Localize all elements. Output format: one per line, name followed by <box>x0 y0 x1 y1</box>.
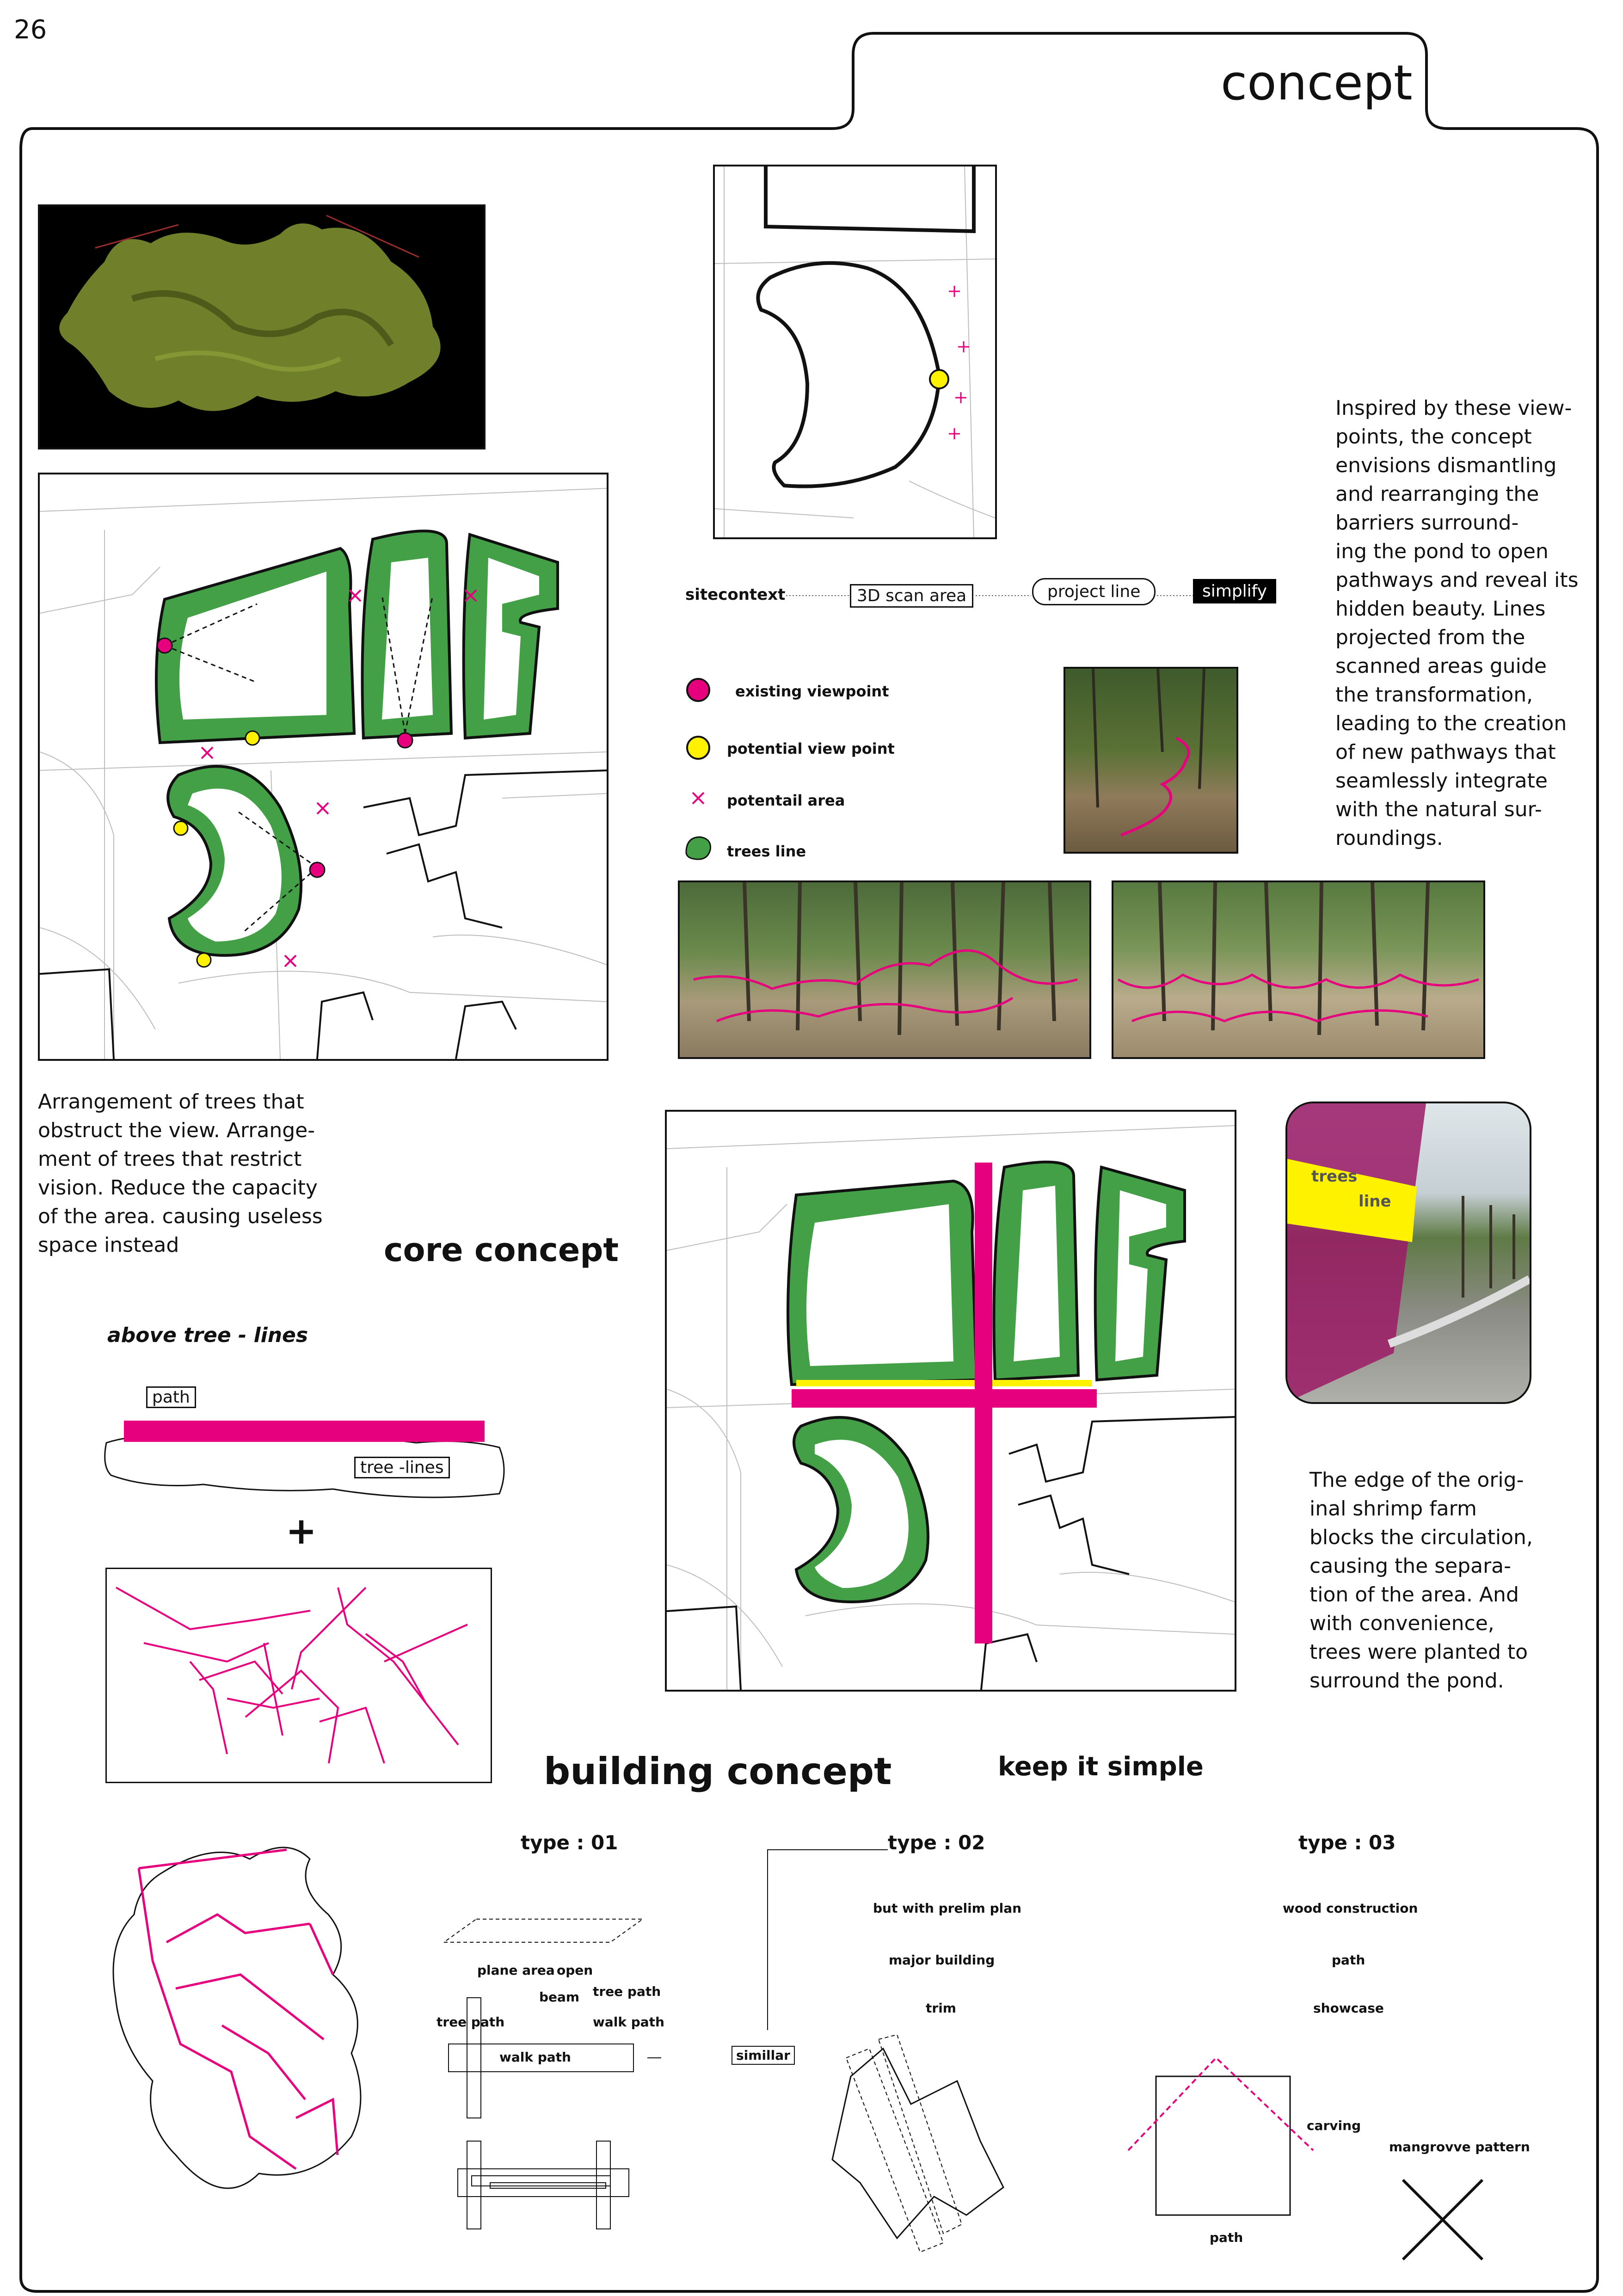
cross-icon <box>693 793 704 804</box>
scan-render-image <box>38 204 486 449</box>
panorama-photo-2 <box>1112 880 1485 1059</box>
type01-title: type : 01 <box>521 1831 618 1854</box>
type01-label-open: open <box>557 1963 593 1978</box>
type03-carving-label: carving <box>1307 2118 1361 2133</box>
shrimp-farm-note: The edge of the orig- inal shrimp farm blocks the circulation, causing the separa- tion of the area. And with convenience, trees were planted to surround the pond. <box>1309 1468 1533 1693</box>
mangrove-x-icon <box>1396 2173 1489 2266</box>
type02-diagram <box>805 2021 1017 2261</box>
type03-title: type : 03 <box>1298 1831 1396 1854</box>
tree-blob-icon <box>686 837 711 859</box>
panorama-photo-1 <box>678 880 1091 1059</box>
type03-carving-diagram <box>1119 2044 1332 2229</box>
page-number: 26 <box>14 15 47 45</box>
type02-note-major-building: major building <box>889 1952 995 1968</box>
legend-trees-line: trees line <box>727 843 806 860</box>
similar-connector <box>758 1845 897 2049</box>
similar-label: simillar <box>732 2046 795 2065</box>
above-tree-lines-diagram <box>92 1397 523 1508</box>
type01-diagram <box>430 1905 661 2238</box>
legend-existing-viewpoint: existing viewpoint <box>735 683 889 700</box>
tree-lines-label: tree -lines <box>354 1457 450 1478</box>
flow-step-3d-scan: 3D scan area <box>850 584 973 608</box>
obstruction-note: Arrangement of trees that obstruct the view. Arrange- ment of trees that restrict vision. Reduce the capacity of the area. causing useless space instead <box>38 1090 323 1257</box>
path-label: path <box>146 1386 196 1408</box>
building-concept-heading: building concept <box>544 1750 892 1793</box>
type01-label-walk-path: walk path <box>499 2050 571 2065</box>
flow-step-simplify: simplify <box>1193 579 1276 603</box>
legend-potential-area: potentail area <box>727 792 845 809</box>
site-outline-lines-diagram <box>92 1822 416 2247</box>
type01-label-tree-path-left: tree path <box>436 2014 505 2030</box>
intro-paragraph: Inspired by these view- points, the concept envisions dismantling and rearranging the barriers surround- ing the pond to open pathways and reveal its hidden beauty. Lines projected from the scanned areas guide the transformation, leading to the creation of new pathways that seamlessly integrate with the natural sur- roundings. <box>1335 396 1579 850</box>
core-concept-heading: core concept <box>384 1231 619 1269</box>
flow-step-sitecontext: sitecontext <box>685 585 786 604</box>
legend-potential-viewpoint: potential view point <box>727 740 895 757</box>
type03-path-label: path <box>1210 2230 1243 2245</box>
flow-step-project-line: project line <box>1032 578 1156 605</box>
plus-sign: + <box>286 1509 317 1552</box>
legend-symbols <box>680 675 726 869</box>
magenta-dot-icon <box>687 679 709 701</box>
page-title: concept <box>1221 55 1413 111</box>
scattered-lines-diagram <box>105 1568 492 1783</box>
photo-label-trees: trees <box>1311 1167 1358 1186</box>
type03-note-wood: wood construction <box>1283 1901 1418 1916</box>
keep-it-simple-heading: keep it simple <box>998 1752 1204 1782</box>
type02-note-prelim-plan: but with prelim plan <box>873 1901 1022 1916</box>
trees-line-photo <box>1285 1102 1531 1404</box>
site-photo-path <box>1064 667 1238 854</box>
type01-label-tree-path-right: tree path <box>593 1984 661 1999</box>
pond-plan-diagram <box>713 165 997 539</box>
site-map-core-concept <box>665 1110 1236 1692</box>
core-concept-subheading: above tree - lines <box>107 1323 308 1347</box>
yellow-dot-icon <box>687 737 709 759</box>
type01-label-beam: beam <box>539 1989 580 2005</box>
type03-mangrove-label: mangrovve pattern <box>1389 2139 1530 2154</box>
type02-note-trim: trim <box>926 2001 956 2016</box>
type01-label-walk-path-right: walk path <box>593 2014 664 2030</box>
type03-note-path: path <box>1332 1952 1365 1968</box>
site-map-viewpoints <box>38 473 609 1061</box>
photo-label-line: line <box>1359 1192 1391 1211</box>
type02-title: type : 02 <box>888 1831 985 1854</box>
type01-label-plane-area: plane area <box>477 1963 555 1978</box>
type03-note-showcase: showcase <box>1313 2001 1384 2016</box>
